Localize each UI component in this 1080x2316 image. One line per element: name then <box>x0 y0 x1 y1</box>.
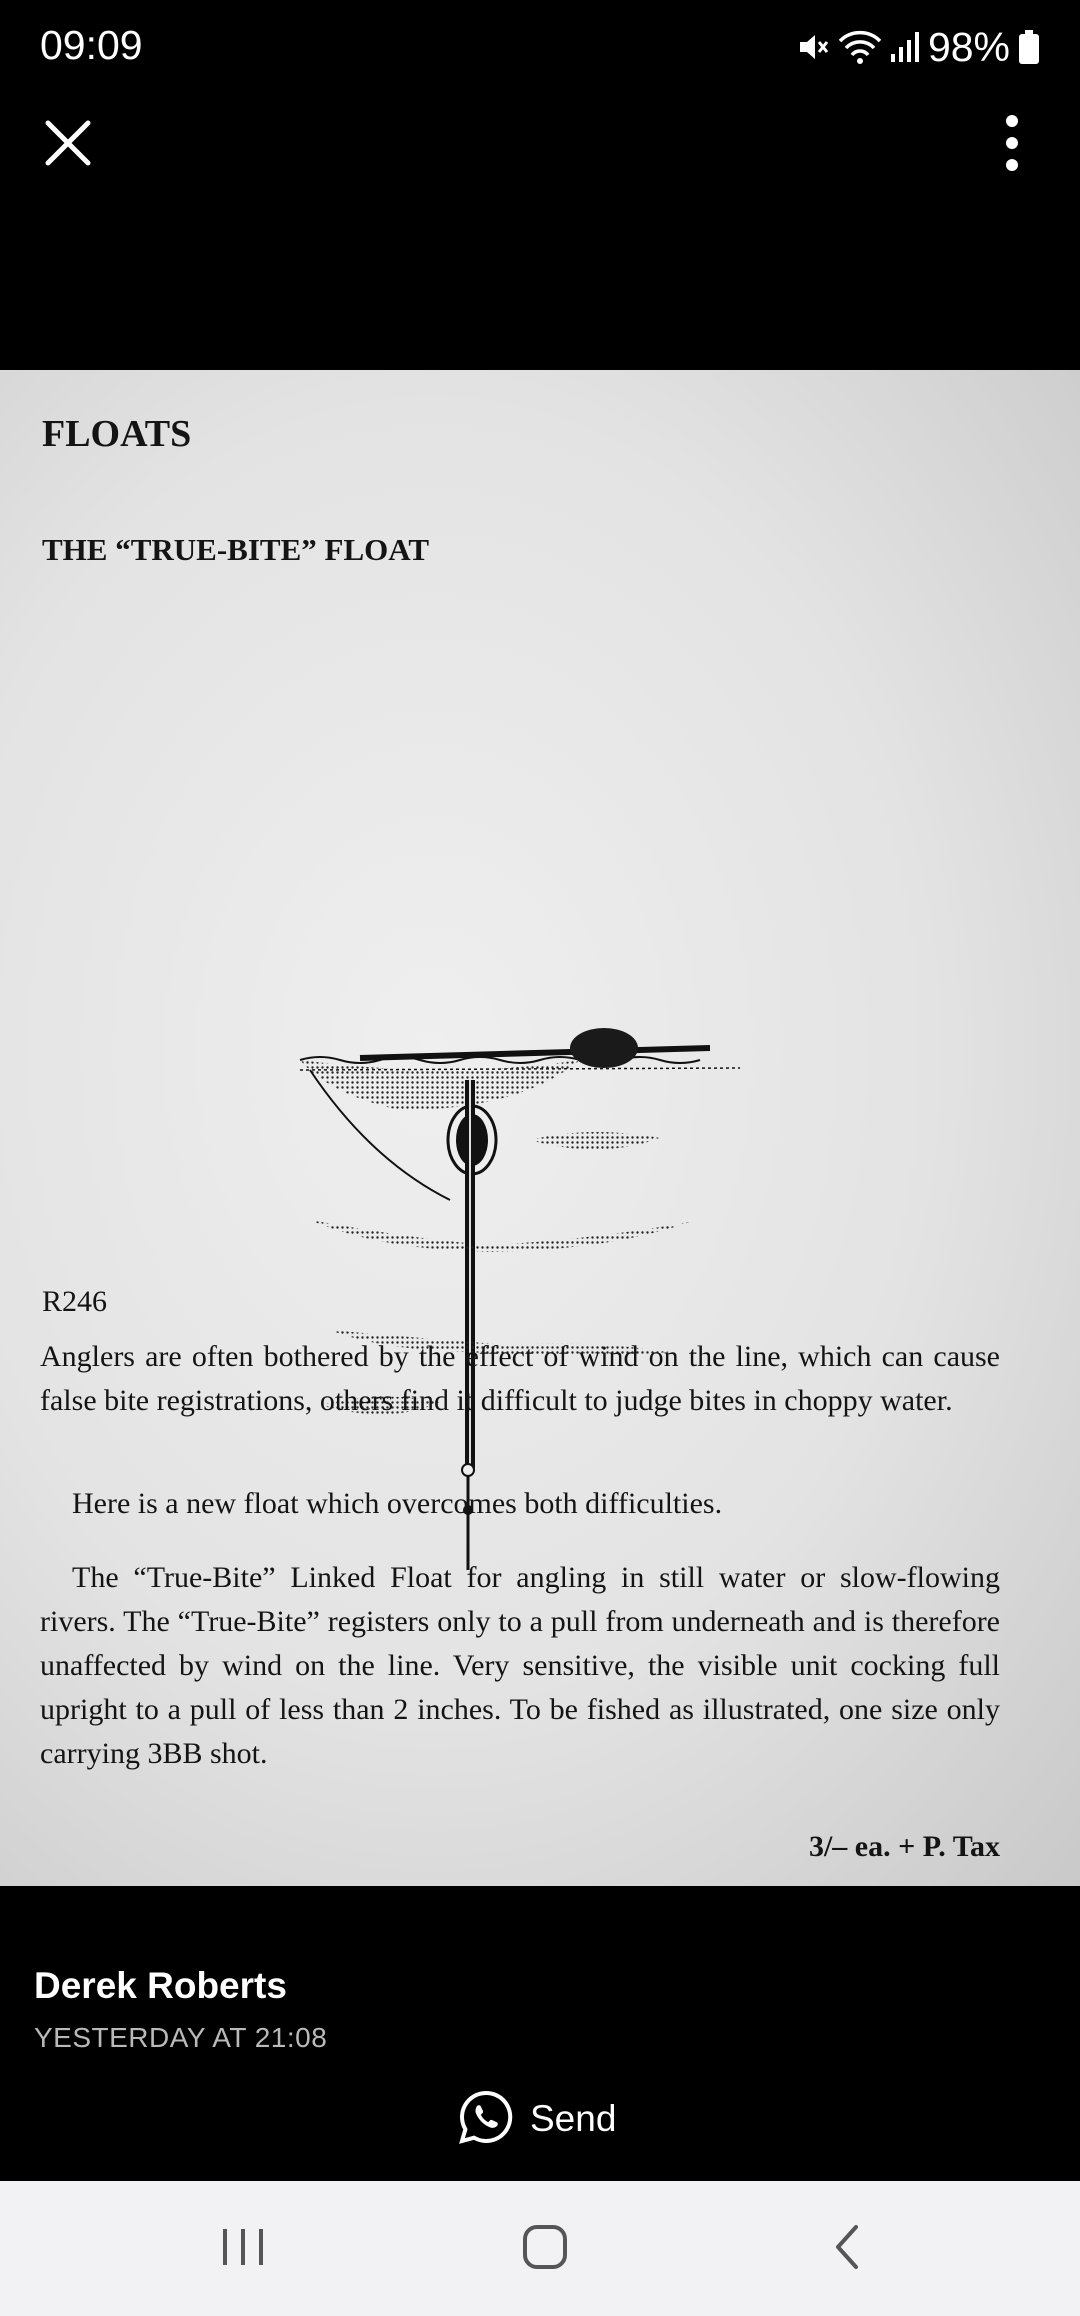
whatsapp-icon <box>458 2089 514 2150</box>
battery-level: 98% <box>927 23 1010 70</box>
wifi-icon <box>838 29 882 65</box>
status-bar <box>0 0 1080 95</box>
home-button[interactable] <box>500 2209 590 2289</box>
float-illustration <box>290 640 770 1585</box>
doc-subheading: THE “TRUE-BITE” FLOAT <box>42 532 430 567</box>
signal-icon <box>890 30 920 64</box>
doc-paragraph-3: The “True-Bite” Linked Float for angling in still water or slow-flowing rivers. The “True-Bite” registers only to a pull from underneath and is therefore unaffected by wind on the line. Very sensitive, the visible unit cocking full upright to a pull of less than 2 inches. To be fished as illustrated, one size only carrying 3BB shot. <box>40 1561 1000 1770</box>
viewer-toolbar <box>0 95 1080 195</box>
doc-price: 3/– ea. + P. Tax <box>808 1830 1000 1863</box>
back-icon <box>830 2223 864 2276</box>
send-button[interactable] <box>458 2088 616 2150</box>
back-button[interactable] <box>802 2209 892 2289</box>
navigation-bar <box>0 2181 1080 2316</box>
message-timestamp: YESTERDAY AT 21:08 <box>34 2022 328 2053</box>
more-vert-icon <box>1004 113 1020 178</box>
doc-paragraph-1: Anglers are often bothered by the effect of wind on the line, which can cause false bite registrations, others find it difficult to judge bites in choppy water. <box>40 1340 1000 1417</box>
close-icon <box>42 117 94 174</box>
home-icon <box>521 2223 569 2276</box>
sender-name: Derek Roberts <box>34 1965 287 2006</box>
recents-icon <box>219 2225 267 2274</box>
more-options-button[interactable] <box>974 107 1050 183</box>
status-icons <box>796 22 1040 72</box>
doc-heading: FLOATS <box>42 413 192 455</box>
battery-icon <box>1018 29 1040 65</box>
doc-paragraph-2: Here is a new float which overcomes both difficulties. <box>72 1487 723 1520</box>
close-button[interactable] <box>30 107 106 183</box>
send-label: Send <box>530 2098 617 2139</box>
doc-product-code: R246 <box>42 1285 108 1318</box>
recents-button[interactable] <box>198 2209 288 2289</box>
status-time: 09:09 <box>40 22 143 68</box>
mute-icon <box>796 30 830 64</box>
photo[interactable] <box>0 370 1080 1886</box>
